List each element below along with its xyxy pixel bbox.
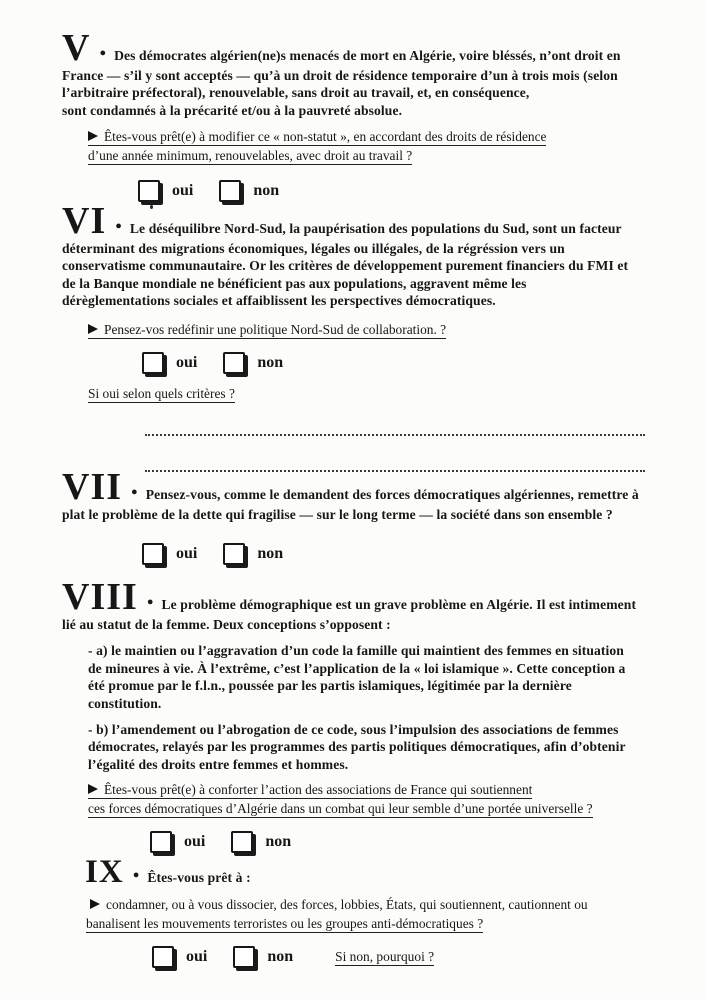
question-line: d’une année minimum, renouvelables, avec droit au travail ? <box>88 148 413 164</box>
question-line: Êtes-vous prêt(e) à modifier ce « non-statut », en accordant des droits de résidence <box>88 127 654 146</box>
body-line: plat le problème de la dette qui fragilise — sur le long terme — la société dans son ensemble ? <box>62 507 613 522</box>
yes-no-row <box>142 543 654 565</box>
option-a-line: constitution. <box>88 695 162 711</box>
question-line: Êtes-vous prêt(e) à conforter l’action des associations de France qui soutiennent <box>88 780 654 799</box>
section-ix-heading <box>85 854 654 890</box>
question-line: Pensez-vos redéfinir une politique Nord-Sud de collaboration. ? <box>88 320 654 339</box>
section-v <box>62 27 654 202</box>
oui-label: oui <box>186 948 208 965</box>
arrow-bullet-icon <box>88 324 98 334</box>
non-checkbox[interactable] <box>223 352 245 374</box>
yes-no-row <box>138 180 654 202</box>
non-label: non <box>265 833 292 851</box>
arrow-bullet-icon <box>88 784 98 794</box>
arrow-bullet-icon <box>88 131 98 141</box>
option-a-line: de mineures à vie. À l’extrême, c’est l’application de la « loi islamique ». Cette conception a <box>88 660 626 676</box>
body-line: de la Banque mondiale ne bénéficient pas aux populations, aggravent même les <box>62 275 527 291</box>
non-checkbox[interactable] <box>219 180 241 202</box>
section-ix <box>62 854 654 968</box>
section-v-heading <box>62 27 654 69</box>
section-numeral: VII <box>62 466 123 508</box>
body-line: sont condamnés à la précarité et/ou à la pauvreté absolue. <box>62 102 403 118</box>
option-a-line: - a) le maintien ou l’aggravation d’un code la famille qui maintient des femmes en situation <box>88 643 624 659</box>
yes-no-row <box>142 352 654 374</box>
yes-no-row <box>150 831 654 853</box>
body-line: Des démocrates algérien(ne)s menacés de mort en Algérie, voire bléssés, n’ont droit en <box>114 48 621 63</box>
section-bullet-icon: ● <box>115 219 122 232</box>
body-line: Le déséquilibre Nord-Sud, la paupérisation des populations du Sud, sont un facteur <box>129 221 622 236</box>
arrow-bullet-icon <box>90 899 100 909</box>
oui-checkbox[interactable] <box>152 946 174 968</box>
body-line: dérèglementations sociales et affaiblissent les perspectives démocratiques. <box>62 293 496 309</box>
section-numeral: VIII <box>62 576 138 618</box>
body-line: Pensez-vous, comme le demandent des forces démocratiques algériennes, remettre à <box>145 487 639 502</box>
section-bullet-icon: ● <box>146 595 154 608</box>
section-viii <box>62 576 654 853</box>
section-vi-heading <box>62 200 654 242</box>
oui-label: oui <box>184 833 206 851</box>
non-checkbox[interactable] <box>231 831 253 853</box>
intro-line: Êtes-vous prêt à : <box>147 870 251 885</box>
oui-label: oui <box>176 545 198 563</box>
body-line: conservatisme communautaire. Or les critères de développement purement financiers du FMI et <box>62 258 629 274</box>
section-numeral: V <box>62 27 91 69</box>
section-bullet-icon: ● <box>132 869 140 881</box>
question-line: banalisent les mouvements terroristes ou les groupes anti-démocratiques ? <box>86 916 484 931</box>
non-label: non <box>257 353 284 371</box>
option-a-line: été promue par le f.l.n., poussée par les partis islamiques, légitimée par la dernière <box>88 678 572 694</box>
option-b-line: - b) l’amendement ou l’abrogation de ce code, sous l’impulsion des associations de femmes <box>88 722 619 738</box>
question-line: ces forces démocratiques d’Algérie dans un combat qui leur semble d’une portée universelle ? <box>88 801 593 817</box>
question-line: condamner, ou à vous dissocier, des forces, lobbies, États, qui soutiennent, cautionnent ou <box>90 895 654 914</box>
oui-label: oui <box>176 353 198 371</box>
answer-line[interactable] <box>145 467 645 472</box>
section-vii-heading <box>62 466 654 508</box>
non-label: non <box>257 545 284 563</box>
section-bullet-icon: ● <box>131 485 138 498</box>
section-vii <box>62 466 654 565</box>
oui-checkbox[interactable] <box>142 543 164 565</box>
if-no-why-label: Si non, pourquoi ? <box>335 949 435 964</box>
oui-checkbox[interactable] <box>142 352 164 374</box>
answer-line[interactable] <box>145 431 645 436</box>
yes-no-row <box>152 946 654 968</box>
section-numeral: IX <box>85 854 124 890</box>
non-label: non <box>267 948 294 965</box>
non-checkbox[interactable] <box>233 946 255 968</box>
option-b-line: l’égalité des droits entre femmes et hommes. <box>88 756 349 772</box>
non-checkbox[interactable] <box>223 543 245 565</box>
body-line: déterminant des migrations économiques, légales ou illégales, de la régréssion vers un <box>62 241 565 256</box>
section-viii-heading <box>62 576 654 618</box>
section-vi <box>62 200 654 472</box>
section-numeral: VI <box>62 200 107 242</box>
body-line: lié au statut de la femme. Deux conceptions s’opposent : <box>62 617 391 632</box>
oui-label: oui <box>172 182 194 200</box>
section-bullet-icon: ● <box>99 46 107 59</box>
oui-checkbox[interactable] <box>138 180 160 202</box>
body-line: l’arbitraire préfectoral), renouvelable, sans droit au travail, et, en conséquence, <box>62 85 530 101</box>
followup-label: Si oui selon quels critères ? <box>88 385 235 401</box>
option-b-line: démocrates, relayés par les programmes des partis politiques démocratiques, afin d’obtenir <box>88 739 626 755</box>
body-line: Le problème démographique est un grave problème en Algérie. Il est intimement <box>161 597 637 612</box>
oui-checkbox[interactable] <box>150 831 172 853</box>
body-line: France — s’il y sont acceptés — qu’à un droit de résidence temporaire d’un à trois mois (selon <box>62 68 618 83</box>
ink-speck <box>150 205 153 209</box>
non-label: non <box>253 182 280 200</box>
